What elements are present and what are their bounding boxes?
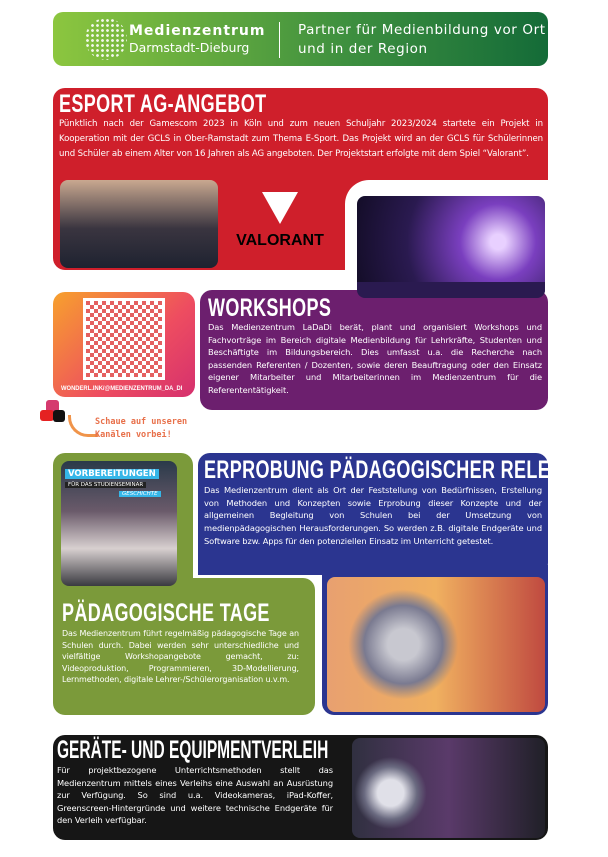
vorbereitung-line3: GESCHICHTE [119,491,161,497]
valorant-logo [230,192,330,256]
erprobung-text: Das Medienzentrum dient als Ort der Feststellung von Bedürfnissen, Erstellung von Methoden und Konzepten sowie Erprobung dieser Konzepte und der allgemeinen Begleitung von Schulen bei der Umsetzung von medienpädagogischen Herausforderungen. So werden z.B. digitale Endgeräte und Software bzw. Apps für den potenziellen Einsatz im Unterricht getestet. [204,485,542,546]
social-handle[interactable]: WONDERL.INK/@MEDIENZENTRUM_DA_DI [61,385,183,392]
tagline: Partner für Medienbildung vor Ort und in der Region [298,22,546,57]
tage-section [53,578,315,715]
valorant-v-icon [262,192,298,224]
raccoon-figure-photo [327,577,545,712]
workshops-text: Das Medienzentrum LaDaDi berät, plant und organisiert Workshops und Fachvorträge im Bereich digitale Medienbildung für Lehrkräfte, Studenten und Beschäftigte im Bildungsbereich. Dies umfasst u.a. die Recherche nach passenden Referenten / Dozenten, sowie deren Beauftragung oder den Einsatz eigener Mitarbeiter und Mitarbeiterinnen im Medienzentrum für die Referententätigkeit. [208,322,542,395]
esport-team-photo [60,180,218,268]
divider [279,22,280,58]
workshops-title: WORKSHOPS [208,294,332,322]
tage-title: PÄDAGOGISCHE TAGE [62,599,270,627]
verleih-text: Für projektbezogene Unterrichtsmethoden stellt das Medienzentrum mittels eines Verleihs eine Auswahl an Ausrüstung zur Verfügung. So sind u.a. Videokameras, iPad-Koffer, Greenscreen-Hintergründe und weitere technische Endgeräte für den Verleih verfügbar. [57,765,333,825]
equipment-photo [352,738,545,838]
esport-title: ESPORT AG-ANGEBOT [59,90,267,118]
verleih-title: GERÄTE- UND EQUIPMENTVERLEIH [57,736,329,764]
esport-text: Pünktlich nach der Gamescom 2023 in Köln und zum neuen Schuljahr 2023/2024 startete ein Projekt in Kooperation mit der GCLS in Ober-Ramstadt zum Thema E-Sport. Das Projekt wird an der GCLS für Schülerinnen und Schüler ab einem Alter von 16 Jahren als AG angeboten. Der Projektstart erfolgte mit dem Spiel “Valorant”. [59,119,543,159]
erprobung-title: ERPROBUNG PÄDAGOGISCHER RELEVANZ [204,456,600,484]
workshops-section [200,290,548,410]
logo-icon [85,18,127,60]
header-banner [53,12,548,66]
erprobung-section [198,453,600,575]
youtube-icon[interactable] [40,410,54,421]
vorbereitung-line2: FÜR DAS STUDIENSEMINAR [65,482,146,488]
logo-line2: Darmstadt-Dieburg [129,40,250,55]
vorbereitung-photo [61,461,177,586]
tage-text: Das Medienzentrum führt regelmäßig pädagogische Tage an Schulen durch. Dabei werden sehr unterschiedliche und vielfältige Workshopangebote gemacht, zu: Videoproduktion, Programmieren, 3D-Modellierung, Lernmethoden, digitale Lehrer-/Schülerorganisation u.v.m. [62,629,299,685]
qr-code-box[interactable] [53,292,195,397]
social-cta: Schaue auf unseren Kanälen vorbei! [95,417,188,440]
valorant-text: VALORANT [236,232,324,249]
arrow-icon [68,415,98,437]
qr-code[interactable] [83,298,165,380]
logo-line1: Medienzentrum [129,23,266,39]
vorbereitung-line1: VORBEREITUNGEN [65,469,159,479]
tiktok-icon[interactable] [53,410,65,422]
